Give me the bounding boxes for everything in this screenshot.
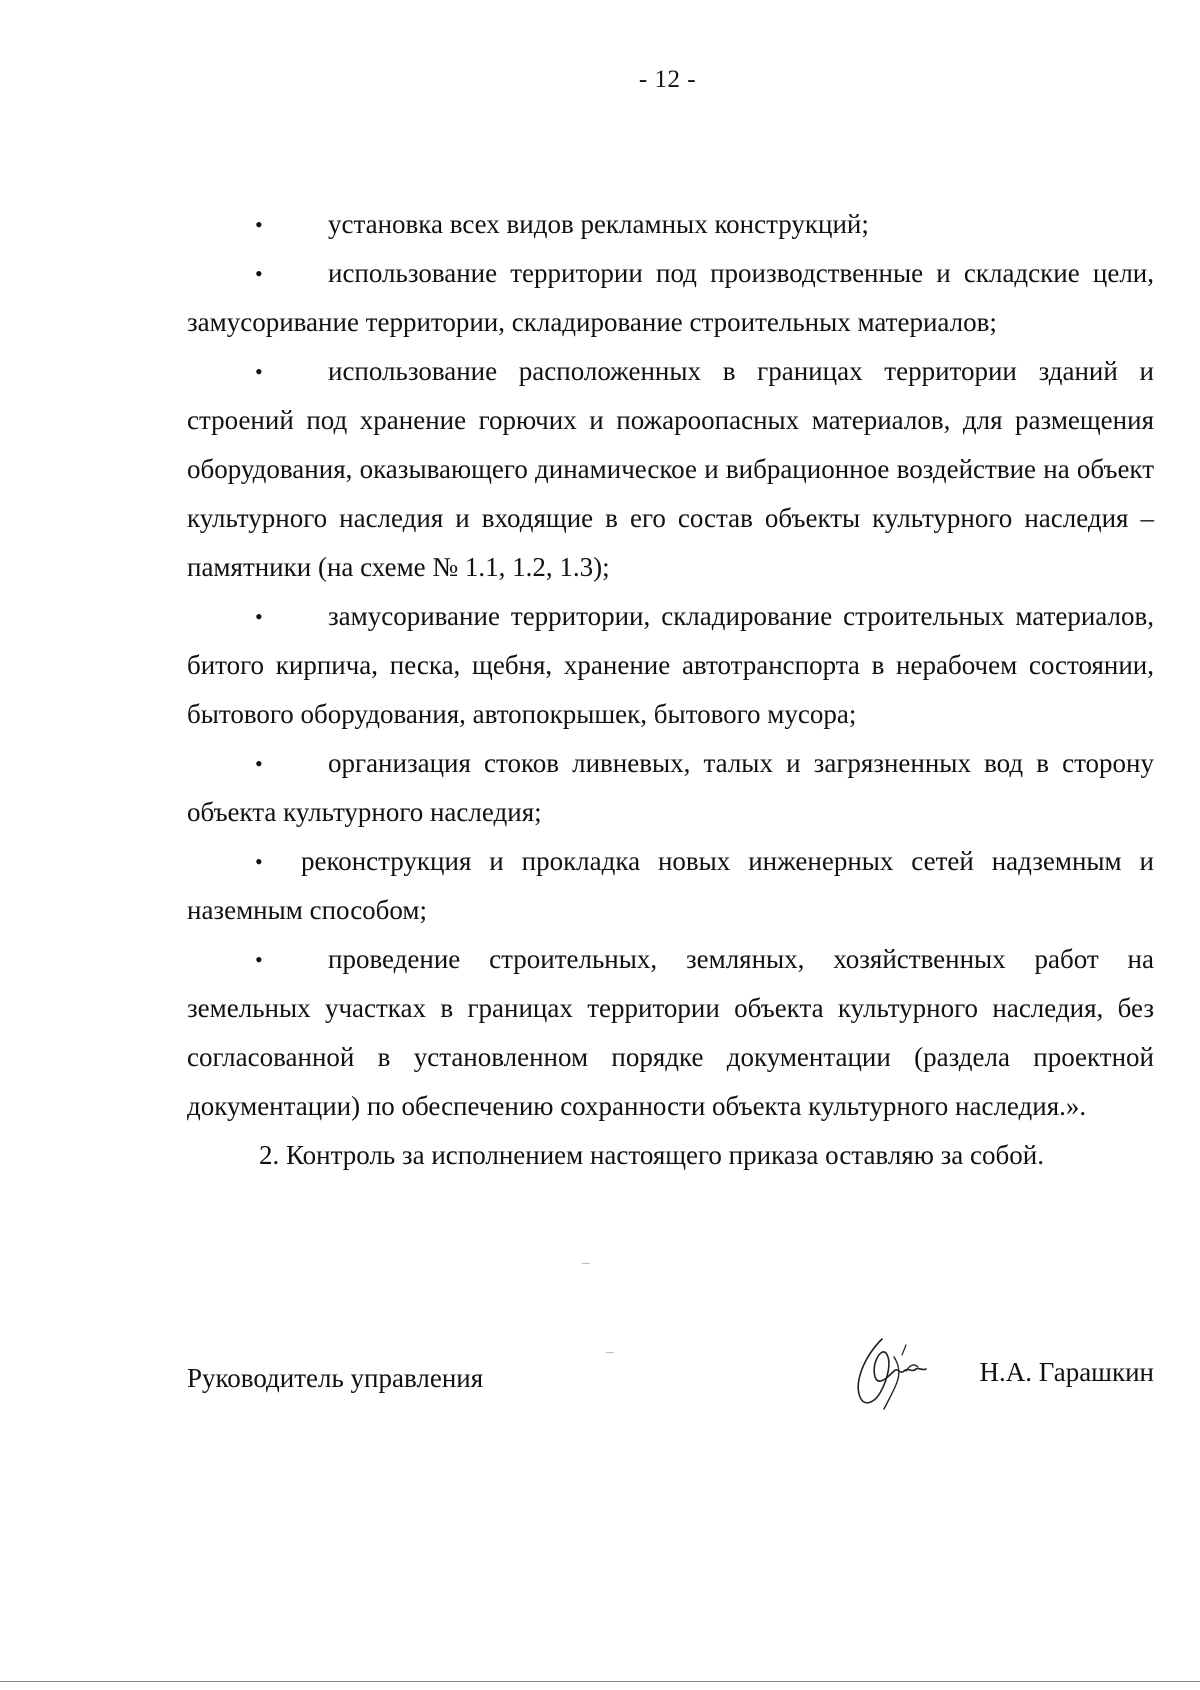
bullet-marker: • [255, 359, 263, 384]
list-item-text: организация стоков ливневых, талых и загрязненных вод в сторону объекта культурного наследия; [187, 748, 1154, 827]
scan-artifact [606, 1352, 614, 1353]
list-item [187, 592, 1154, 739]
list-item-text: установка всех видов рекламных конструкций; [328, 209, 869, 239]
handwritten-signature [842, 1327, 942, 1427]
list-item-text: использование расположенных в границах территории зданий и строений под хранение горючих и пожароопасных материалов, для размещения оборудования, оказывающего динамическое и вибрационное воздействие на объект культурного наследия и входящие в его состав объекты культурного наследия – памятники (на схеме № 1.1, 1.2, 1.3); [187, 356, 1154, 582]
list-item-text: реконструкция и прокладка новых инженерных сетей надземным и наземным способом; [187, 846, 1154, 925]
signature-block [187, 1345, 1154, 1435]
signer-title: Руководитель управления [187, 1363, 484, 1393]
signer-name: Н.А. Гарашкин [979, 1357, 1154, 1387]
list-item [187, 347, 1154, 592]
bullet-marker: • [255, 947, 263, 972]
bullet-marker: • [255, 212, 263, 237]
list-item [187, 200, 1154, 249]
page-bottom-edge [0, 1681, 1200, 1682]
bullet-marker: • [255, 849, 263, 874]
list-item-text: использование территории под производственные и складские цели, замусоривание территории, складирование строительных материалов; [187, 258, 1154, 337]
document-body [187, 200, 1154, 1180]
bullet-marker: • [255, 261, 263, 286]
list-item [187, 837, 1154, 935]
list-item [187, 249, 1154, 347]
list-item [187, 739, 1154, 837]
closing-paragraph: 2. Контроль за исполнением настоящего приказа оставляю за собой. [259, 1140, 1044, 1170]
page-number: - 12 - [638, 66, 697, 93]
list-item-text: замусоривание территории, складирование строительных материалов, битого кирпича, песка, щебня, хранение автотранспорта в нерабочем состоянии, бытового оборудования, автопокрышек, бытового мусора; [187, 601, 1154, 729]
list-item-text: проведение строительных, земляных, хозяйственных работ на земельных участках в границах территории объекта культурного наследия, без согласованной в установленном порядке документации (раздела проектной документации) по обеспечению сохранности объекта культурного наследия.». [187, 944, 1154, 1121]
scan-artifact [582, 1263, 590, 1264]
bullet-marker: • [255, 751, 263, 776]
bullet-marker: • [255, 604, 263, 629]
list-item [187, 935, 1154, 1131]
